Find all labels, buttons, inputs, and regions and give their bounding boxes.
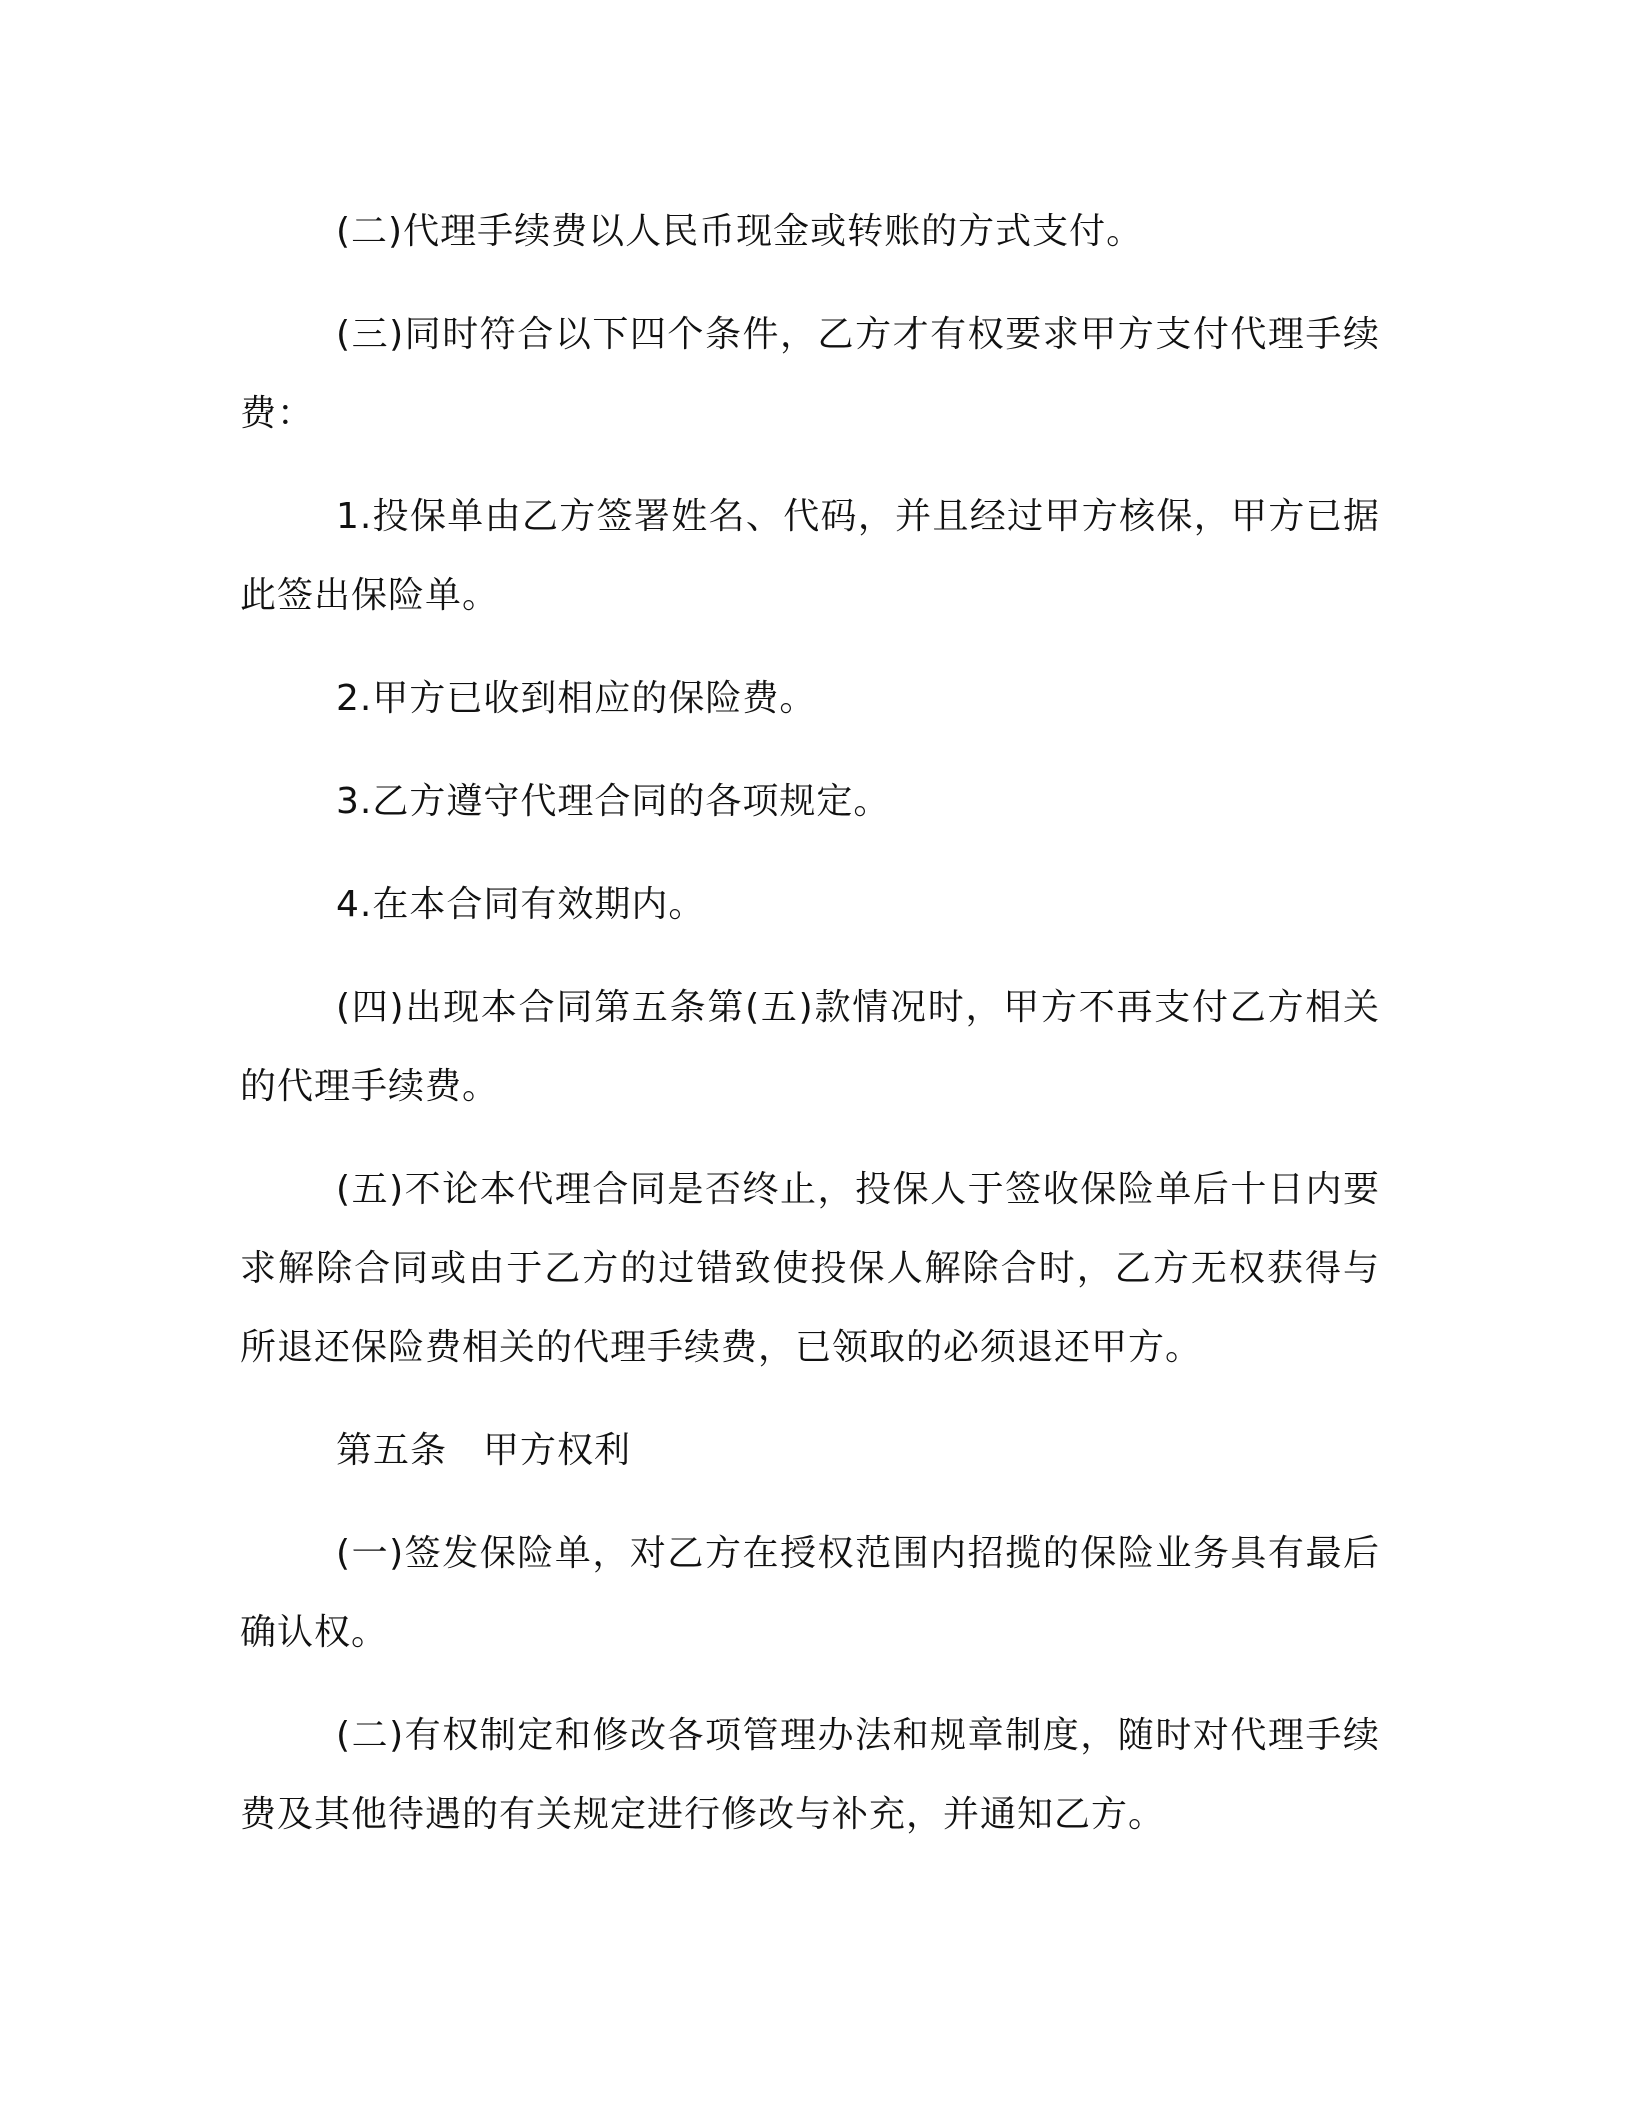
paragraph-payment-method: (二)代理手续费以人民币现金或转账的方式支付。 xyxy=(336,211,1144,252)
paragraph-right-1: (一)签发保险单，对乙方在授权范围内招揽的保险业务具有最后确认权。 xyxy=(240,1533,1380,1653)
section-heading xyxy=(240,1411,1380,1490)
paragraph-condition-1: 1.投保单由乙方签署姓名、代码，并且经过甲方核保，甲方已据此签出保险单。 xyxy=(240,496,1380,616)
paragraph-condition-2: 2.甲方已收到相应的保险费。 xyxy=(336,678,817,719)
paragraph-payment-conditions: (三)同时符合以下四个条件，乙方才有权要求甲方支付代理手续费： xyxy=(240,314,1380,434)
paragraph-right-2: (二)有权制定和修改各项管理办法和规章制度，随时对代理手续费及其他待遇的有关规定进行修改与补充，并通知乙方。 xyxy=(240,1715,1380,1835)
paragraph-condition-3: 3.乙方遵守代理合同的各项规定。 xyxy=(336,781,891,822)
paragraph-no-fee: (四)出现本合同第五条第(五)款情况时，甲方不再支付乙方相关的代理手续费。 xyxy=(240,987,1380,1107)
paragraph-condition-4: 4.在本合同有效期内。 xyxy=(336,884,706,925)
section-title: 甲方权利 xyxy=(483,1430,632,1471)
section-number: 第五条 xyxy=(336,1430,448,1471)
paragraph-refund: (五)不论本代理合同是否终止，投保人于签收保险单后十日内要求解除合同或由于乙方的过错致使投保人解除合时，乙方无权获得与所退还保险费相关的代理手续费，已领取的必须退还甲方。 xyxy=(240,1169,1380,1368)
document-body xyxy=(240,192,1380,1878)
